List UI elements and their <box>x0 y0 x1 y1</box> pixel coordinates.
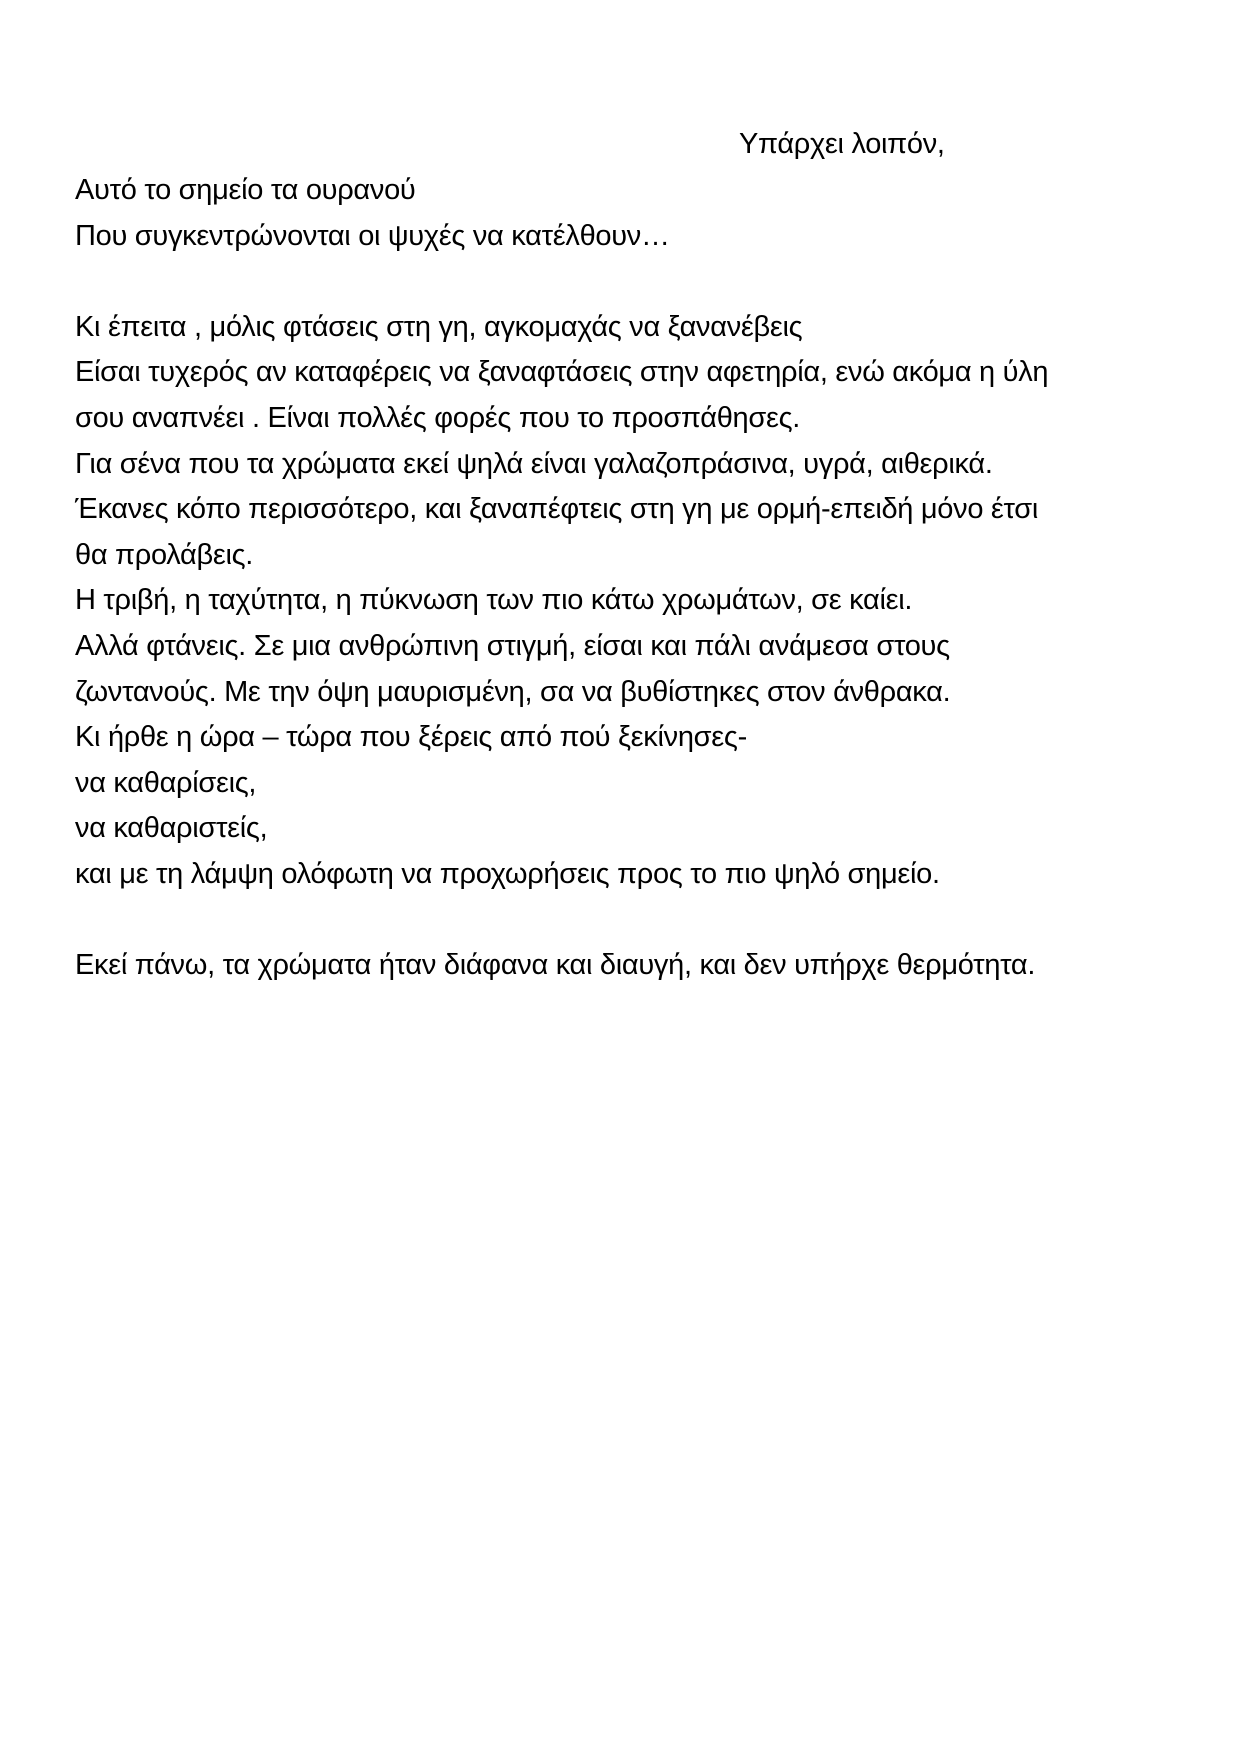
poem-line-3: Κι έπειτα , μόλις φτάσεις στη γη, αγκομαχάς να ξανανέβεις <box>75 311 803 343</box>
poem-line-7: Έκανες κόπο περισσότερο, και ξαναπέφτεις στη γη με ορμή-επειδή μόνο έτσι <box>75 493 1039 525</box>
poem-line-4: Είσαι τυχερός αν καταφέρεις να ξαναφτάσεις στην αφετηρία, ενώ ακόμα η ύλη <box>75 356 1049 388</box>
poem-line-14: να καθαριστείς, <box>75 812 268 844</box>
poem-line-13: να καθαρίσεις, <box>75 767 257 799</box>
poem-line-10: Αλλά φτάνεις. Σε μια ανθρώπινη στιγμή, είσαι και πάλι ανάμεσα στους <box>75 630 950 662</box>
poem-line-6: Για σένα που τα χρώματα εκεί ψηλά είναι γαλαζοπράσινα, υγρά, αιθερικά. <box>75 448 993 480</box>
poem-line-2: Που συγκεντρώνονται οι ψυχές να κατέλθουν… <box>75 220 670 252</box>
poem-line-15: και με τη λάμψη ολόφωτη να προχωρήσεις προς το πιο ψηλό σημείο. <box>75 858 940 890</box>
poem-line-8: θα προλάβεις. <box>75 539 254 571</box>
poem-heading: Υπάρχει λοιπόν, <box>739 128 945 160</box>
poem-line-5: σου αναπνέει . Είναι πολλές φορές που το προσπάθησες. <box>75 402 801 434</box>
poem-line-16: Εκεί πάνω, τα χρώματα ήταν διάφανα και διαυγή, και δεν υπήρχε θερμότητα. <box>75 949 1036 981</box>
poem-line-1: Αυτό το σημείο τα ουρανού <box>75 174 416 206</box>
poem-line-12: Κι ήρθε η ώρα – τώρα που ξέρεις από πού ξεκίνησες- <box>75 721 747 753</box>
poem-line-11: ζωντανούς. Με την όψη μαυρισμένη, σα να βυθίστηκες στον άνθρακα. <box>75 676 951 708</box>
poem-line-9: Η τριβή, η ταχύτητα, η πύκνωση των πιο κάτω χρωμάτων, σε καίει. <box>75 584 913 616</box>
